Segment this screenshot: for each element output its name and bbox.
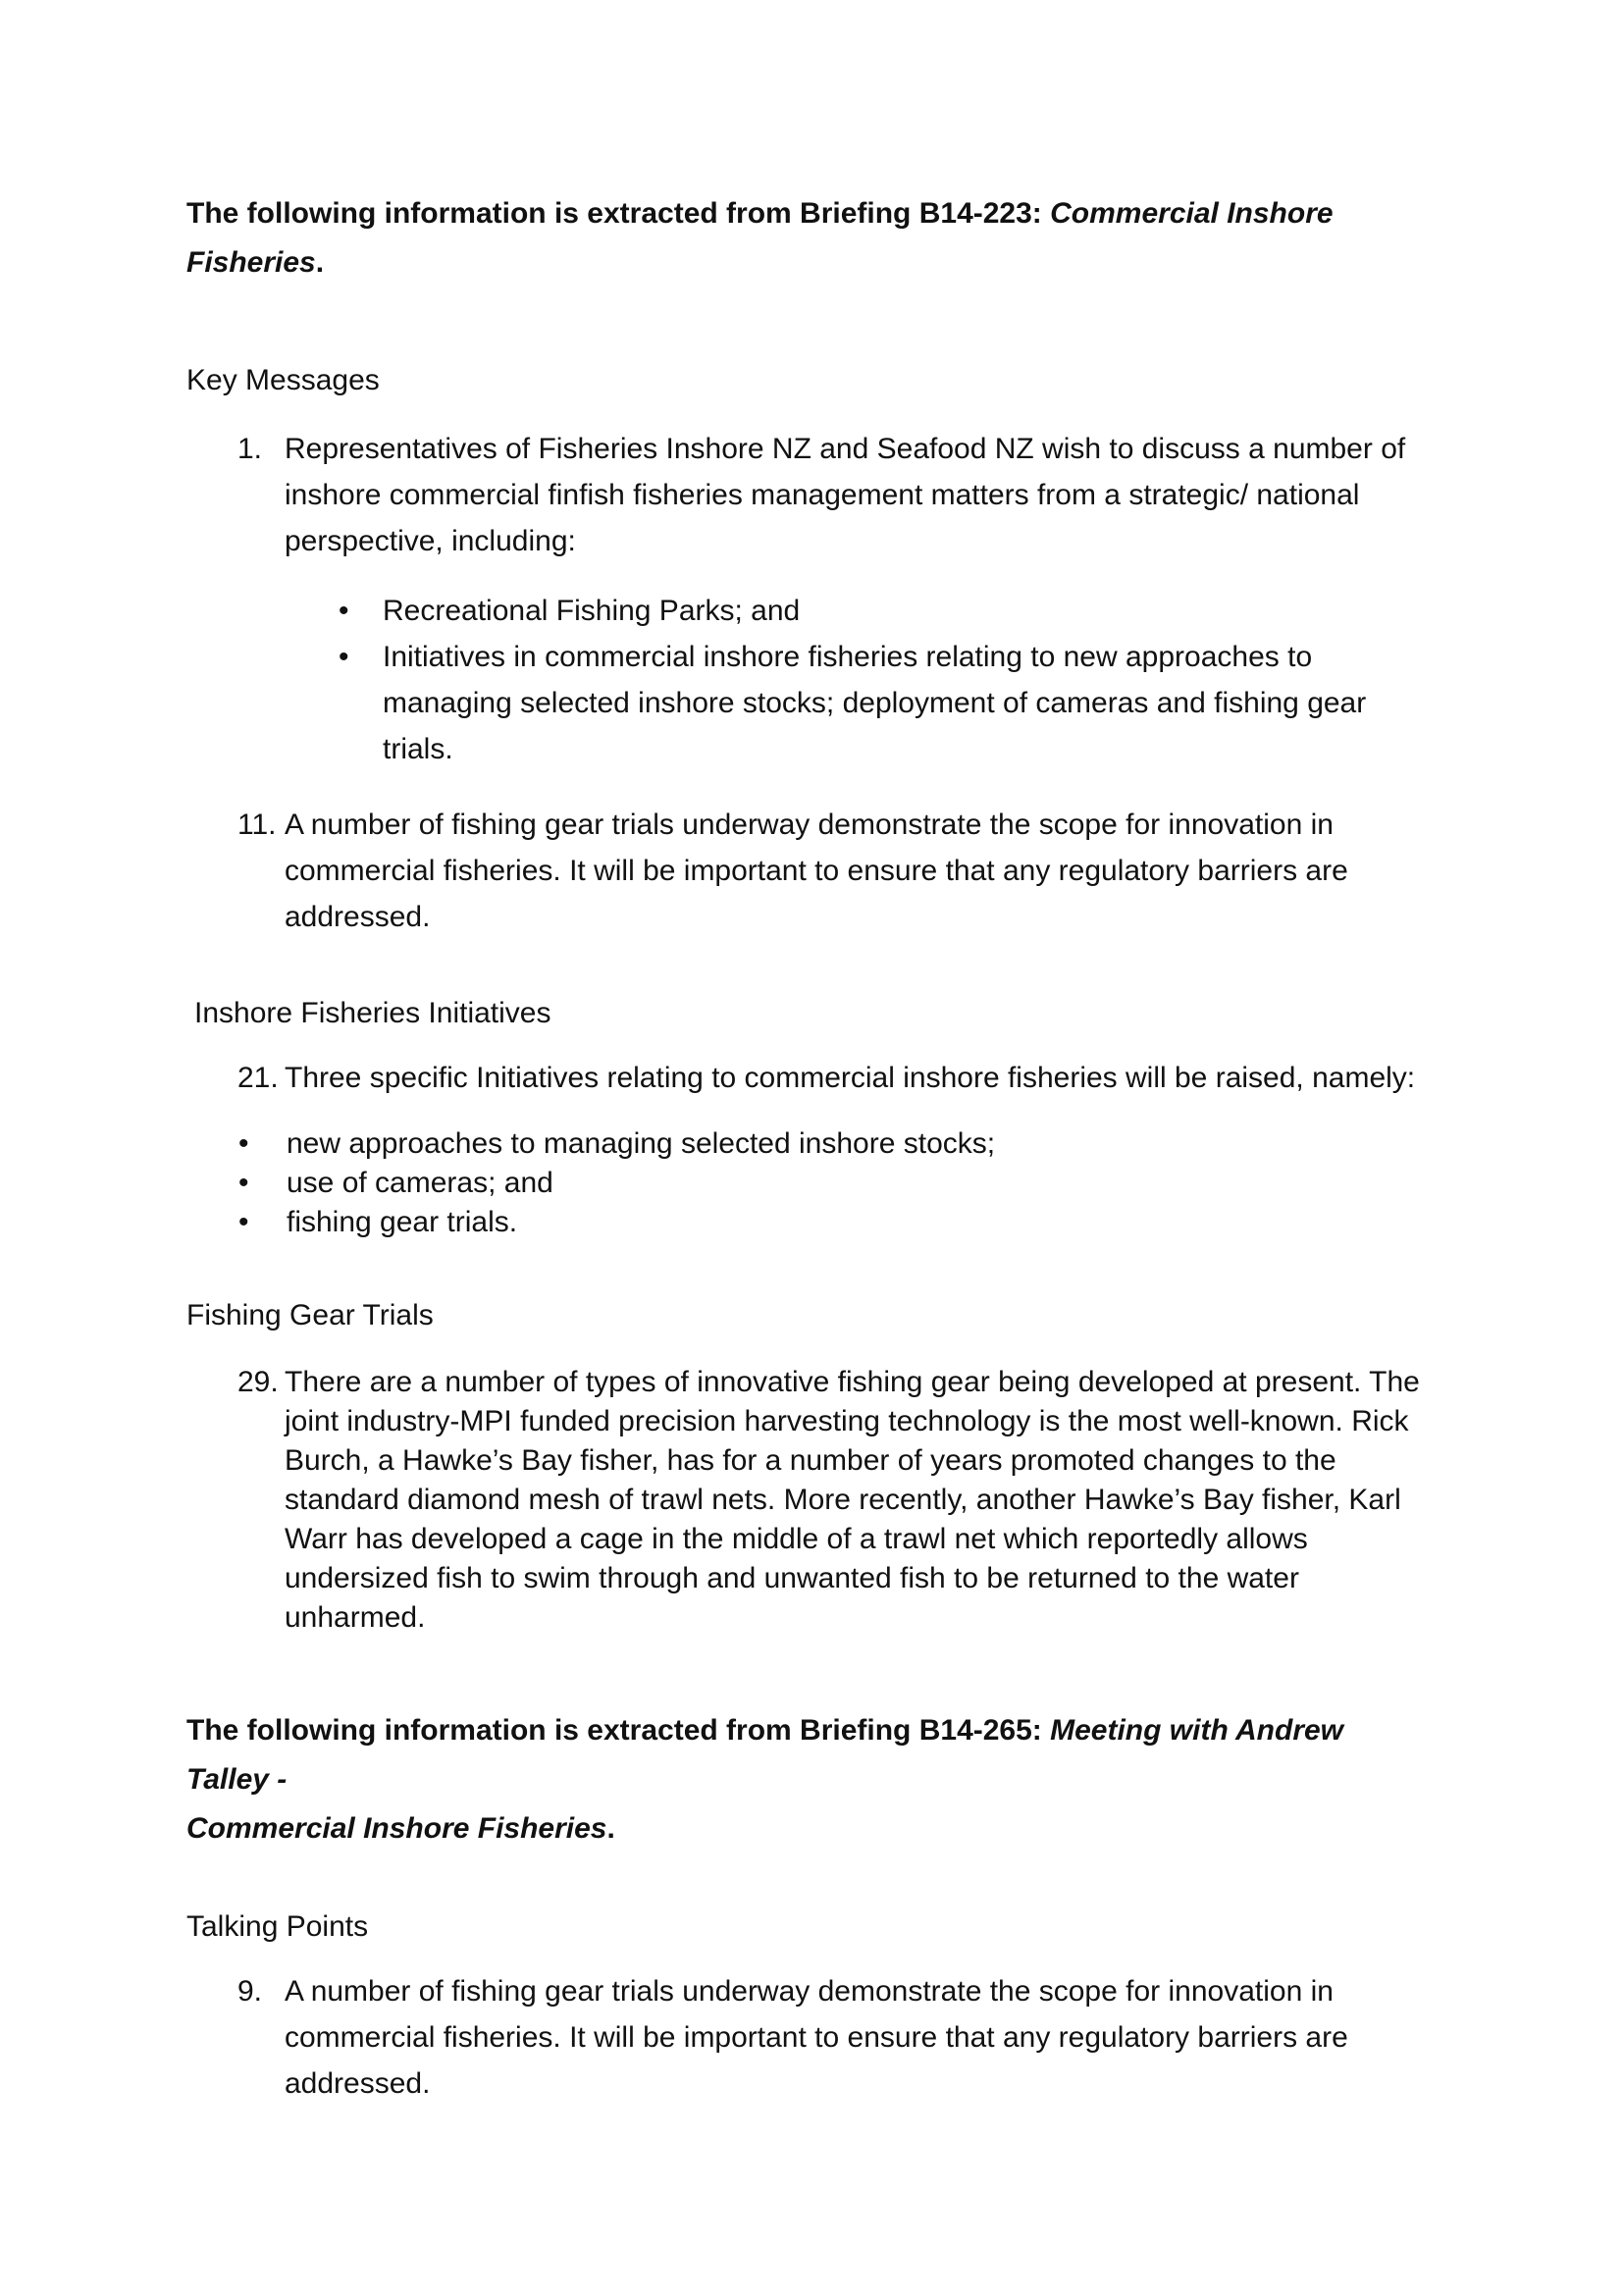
key-messages-heading: Key Messages — [186, 364, 380, 396]
bullet-icon: • — [339, 641, 349, 673]
list-item — [339, 588, 1431, 634]
list-item-text: Recreational Fishing Parks; and — [383, 595, 801, 627]
bullet-icon: • — [238, 1167, 249, 1199]
numbered-item-11-text: A number of fishing gear trials underway demonstrate the scope for innovation in commercial fisheries. It will be important to ensure that any regulatory barriers are addressed. — [285, 809, 1348, 933]
list-item-text: fishing gear trials. — [287, 1206, 518, 1238]
numbered-item-9-number: 9. — [237, 1975, 263, 2008]
numbered-item-29-number: 29. — [237, 1366, 279, 1398]
list-item — [339, 634, 1431, 772]
numbered-item-21-number: 21. — [237, 1062, 279, 1094]
briefing-b14-265-title-emphasis-line2: Commercial Inshore Fisheries — [186, 1812, 607, 1845]
inshore-fisheries-initiatives-heading: Inshore Fisheries Initiatives — [194, 997, 551, 1029]
list-item — [238, 1124, 1431, 1164]
fishing-gear-trials-heading: Fishing Gear Trials — [186, 1299, 434, 1331]
briefing-b14-265-title-prefix: The following information is extracted from Briefing B14-265: — [186, 1714, 1051, 1747]
numbered-item-9-text: A number of fishing gear trials underway demonstrate the scope for innovation in commercial fisheries. It will be important to ensure that any regulatory barriers are addressed. — [285, 1975, 1348, 2100]
list-item — [238, 1164, 1431, 1203]
numbered-item-29 — [237, 1363, 1431, 1638]
numbered-item-9 — [237, 1968, 1431, 2107]
list-item-text: Initiatives in commercial inshore fisheries relating to new approaches to managing selected inshore stocks; deployment of cameras and fishing gear trials. — [383, 641, 1367, 765]
list-item-text: use of cameras; and — [287, 1167, 553, 1199]
item-1-bullet-list — [339, 588, 1431, 772]
numbered-item-29-text: There are a number of types of innovative fishing gear being developed at present. The joint industry-MPI funded precision harvesting technology is the most well-known. Rick Burch, a Hawke’s Bay fisher, has for a number of years promoted changes to the standard diamond mesh of trawl nets. More recently, another Hawke’s Bay fisher, Karl Warr has developed a cage in the middle of a trawl net which reportedly allows undersized fish to swim through and unwanted fish to be returned to the water unharmed. — [285, 1366, 1420, 1634]
numbered-item-21 — [237, 1055, 1431, 1101]
briefing-b14-265-title — [186, 1706, 1431, 1853]
list-item-text: new approaches to managing selected inshore stocks; — [287, 1127, 996, 1160]
item-21-bullet-list — [238, 1124, 1431, 1242]
numbered-item-1-number: 1. — [237, 433, 263, 465]
briefing-b14-223-title-prefix: The following information is extracted from Briefing B14-223: — [186, 197, 1051, 230]
bullet-icon: • — [339, 595, 349, 627]
talking-points-heading: Talking Points — [186, 1910, 369, 1943]
numbered-item-1 — [237, 426, 1431, 564]
numbered-item-11 — [237, 802, 1431, 940]
bullet-icon: • — [238, 1206, 249, 1238]
numbered-item-1-text: Representatives of Fisheries Inshore NZ and Seafood NZ wish to discuss a number of inshore commercial finfish fisheries management matters from a strategic/ national perspective, including: — [285, 433, 1406, 557]
bullet-icon: • — [238, 1127, 249, 1160]
briefing-b14-265-title-emphasis-line1: Meeting with Andrew Talley - — [186, 1714, 1344, 1796]
list-item — [238, 1203, 1431, 1242]
numbered-item-11-number: 11. — [237, 809, 277, 841]
briefing-b14-223-title-period: . — [315, 246, 325, 279]
briefing-b14-223-title — [186, 189, 1431, 287]
numbered-item-21-text: Three specific Initiatives relating to commercial inshore fisheries will be raised, namely: — [285, 1062, 1416, 1094]
briefing-b14-265-title-period: . — [606, 1812, 615, 1845]
briefing-b14-223-title-emphasis: Commercial Inshore Fisheries — [186, 197, 1334, 279]
